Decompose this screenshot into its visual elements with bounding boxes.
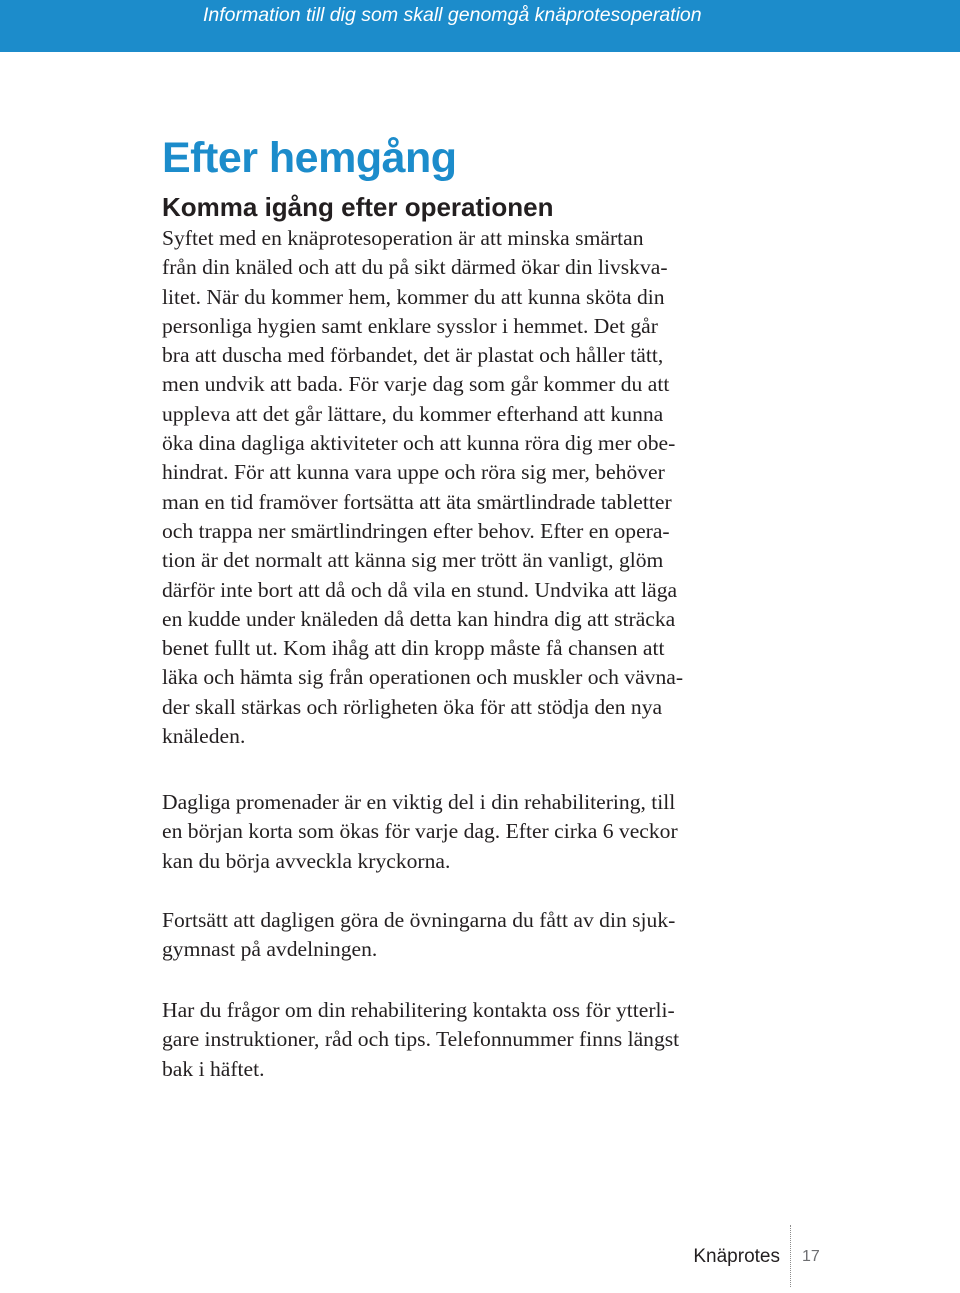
page-number: 17 [802, 1248, 820, 1265]
text-line: och trappa ner smärtlindringen efter behov. Efter en opera- [162, 518, 670, 543]
text-line: därför inte bort att då och då vila en stund. Undvika att läga [162, 577, 678, 602]
paragraph-exercises [162, 906, 675, 965]
section-title: Komma igång efter operationen [162, 192, 554, 222]
text-line: der skall stärkas och rörligheten öka för att stödja den nya [162, 694, 663, 719]
text-line: gymnast på avdelningen. [162, 937, 378, 962]
text-line: benet fullt ut. Kom ihåg att din kropp måste få chansen att [162, 636, 665, 661]
text-line: hindrat. För att kunna vara uppe och röra sig mer, behöver [162, 460, 665, 485]
text-line: knäleden. [162, 724, 246, 749]
text-line: gare instruktioner, råd och tips. Telefonnummer finns längst [162, 1027, 680, 1052]
running-title: Information till dig som skall genomgå knäprotesoperation [203, 4, 702, 26]
footer-divider [790, 1225, 791, 1287]
text-line: en början korta som ökas för varje dag. Efter cirka 6 veckor [162, 819, 678, 844]
text-line: från din knäled och att du på sikt därmed ökar din livskva- [162, 255, 668, 280]
text-line: öka dina dagliga aktiviteter och att kunna röra dig mer obe- [162, 431, 676, 456]
text-line: Syftet med en knäprotesoperation är att minska smärtan [162, 226, 644, 250]
text-line: kan du börja avveckla kryckorna. [162, 848, 451, 873]
paragraph-intro [162, 224, 683, 751]
text-line: Har du frågor om din rehabilitering kontakta oss för ytterli- [162, 998, 675, 1022]
text-line: tion är det normalt att känna sig mer trött än vanligt, glöm [162, 548, 664, 573]
text-line: men undvik att bada. För varje dag som går kommer du att [162, 372, 670, 397]
text-line: personliga hygien samt enklare sysslor i hemmet. Det går [162, 313, 658, 338]
header-bar [0, 0, 960, 52]
text-line: Fortsätt att dagligen göra de övningarna du fått av din sjuk- [162, 908, 676, 932]
text-line: Dagliga promenader är en viktig del i din rehabilitering, till [162, 790, 676, 814]
text-line: läka och hämta sig från operationen och muskler och vävna- [162, 665, 684, 690]
paragraph-contact [162, 996, 679, 1084]
text-line: uppleva att det går lättare, du kommer efterhand att kunna [162, 401, 664, 426]
footer-section-label: Knäprotes [693, 1246, 780, 1267]
text-line: en kudde under knäleden då detta kan hindra dig att sträcka [162, 606, 676, 631]
text-line: litet. När du kommer hem, kommer du att kunna sköta din [162, 284, 665, 309]
text-line: bak i häftet. [162, 1056, 265, 1081]
paragraph-walks [162, 788, 678, 876]
text-line: man en tid framöver fortsätta att äta smärtlindrade tabletter [162, 489, 672, 514]
page-title: Efter hemgång [162, 134, 457, 182]
text-line: bra att duscha med förbandet, det är plastat och håller tätt, [162, 343, 664, 368]
